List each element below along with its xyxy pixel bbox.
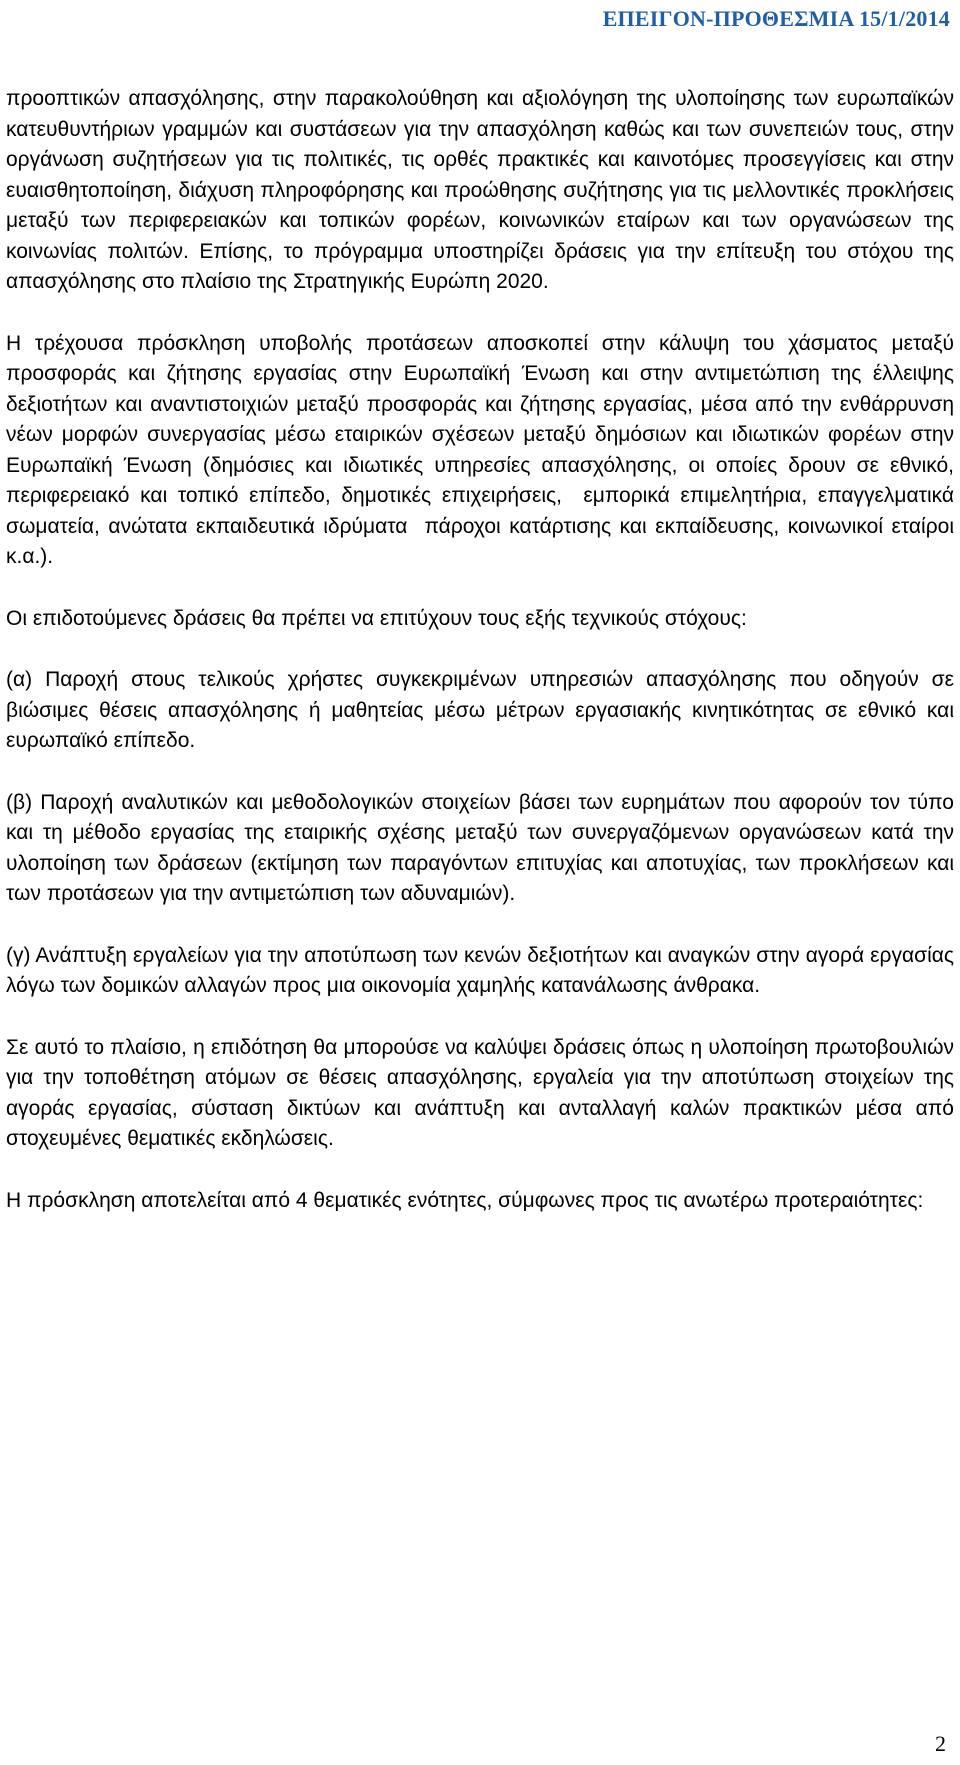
page-number: 2 <box>935 1731 946 1756</box>
paragraph-employment-prospects: προοπτικών απασχόλησης, στην παρακολούθηση και αξιολόγηση της υλοποίησης των ευρωπαϊκών κατευθυντήριων γραμμών και συστάσεων για την απασχόληση καθώς και των συνεπειών τους, στην οργάνωση συζητήσεων για τις πολιτικές, τις ορθές πρακτικές και καινοτόμες προσεγγίσεις και στην ευαισθητοποίηση, διάχυση πληροφόρησης και προώθησης συζήτησης για τις μελλοντικές προκλήσεις μεταξύ των περιφερειακών και τοπικών φορέων, κοινωνικών εταίρων και των οργανώσεων της κοινωνίας πολιτών. Επίσης, το πρόγραμμα υποστηρίζει δράσεις για την επίτευξη του στόχου της απασχόλησης στο πλαίσιο της Στρατηγικής Ευρώπη 2020. <box>6 87 960 293</box>
deadline-header: ΕΠΕΙΓΟΝ-ΠΡΟΘΕΣΜΙΑ 15/1/2014 <box>602 6 950 31</box>
paragraph-funding-scope: Σε αυτό το πλαίσιο, η επιδότηση θα μπορούσε να καλύψει δράσεις όπως η υλοποίηση πρωτοβουλιών για την τοποθέτηση ατόμων σε θέσεις απασχόλησης, εργαλεία για την αποτύπωση στοιχείων της αγοράς εργασίας, σύσταση δικτύων και ανάπτυξη και ανταλλαγή καλών πρακτικών μέσα από στοχευμένες θεματικές εκδηλώσεις. <box>6 1035 960 1150</box>
paragraph-goal-a: (α) Παροχή στους τελικούς χρήστες συγκεκριμένων υπηρεσιών απασχόλησης που οδηγούν σε βιώσιμες θέσεις απασχόλησης ή μαθητείας μέσω μέτρων εργασιακής κινητικότητας σε εθνικό και ευρωπαϊκό επίπεδο. <box>6 668 960 752</box>
paragraph-goal-c: (γ) Ανάπτυξη εργαλείων για την αποτύπωση των κενών δεξιοτήτων και αναγκών στην αγορά εργασίας λόγω των δομικών αλλαγών προς μια οικονομία χαμηλής κατανάλωσης άνθρακα. <box>6 943 960 997</box>
paragraph-technical-goals-intro: Οι επιδοτούμενες δράσεις θα πρέπει να επιτύχουν τους εξής τεχνικούς στόχους: <box>6 606 747 630</box>
paragraph-call-purpose: Η τρέχουσα πρόσκληση υποβολής προτάσεων αποσκοπεί στην κάλυψη του χάσματος μεταξύ προσφοράς και ζήτησης εργασίας στην Ευρωπαϊκή Ένωση και στην αντιμετώπιση της έλλειψης δεξιοτήτων και αναντιστοιχιών μεταξύ προσφοράς και ζήτησης εργασίας, μέσα από την ενθάρρυνση νέων μορφών συνεργασίας μέσω εταιρικών σχέσεων μεταξύ δημόσιων και ιδιωτικών φορέων στην Ευρωπαϊκή Ένωση (δημόσιες και ιδιωτικές υπηρεσίες απασχόλησης, οι οποίες δρουν σε εθνικό, περιφερειακό και τοπικό επίπεδο, δημοτικές επιχειρήσεις, εμπορικά επιμελητήρια, επαγγελματικά σωματεία, ανώτατα εκπαιδευτικά ιδρύματα πάροχοι κατάρτισης και εκπαίδευσης, κοινωνικοί εταίροι κ.α.). <box>6 331 960 568</box>
document-body <box>6 84 960 1216</box>
paragraph-thematic-sections: Η πρόσκληση αποτελείται από 4 θεματικές ενότητες, σύμφωνες προς τις ανωτέρω προτεραιότητες: <box>6 1188 924 1212</box>
paragraph-goal-b: (β) Παροχή αναλυτικών και μεθοδολογικών στοιχείων βάσει των ευρημάτων που αφορούν τον τύπο και τη μέθοδο εργασίας της εταιρικής σχέσης μεταξύ των συνεργαζόμενων οργανώσεων κατά την υλοποίηση των δράσεων (εκτίμηση των παραγόντων επιτυχίας και αποτυχίας, των προκλήσεων και των προτάσεων για την αντιμετώπιση των αδυναμιών). <box>6 790 960 905</box>
